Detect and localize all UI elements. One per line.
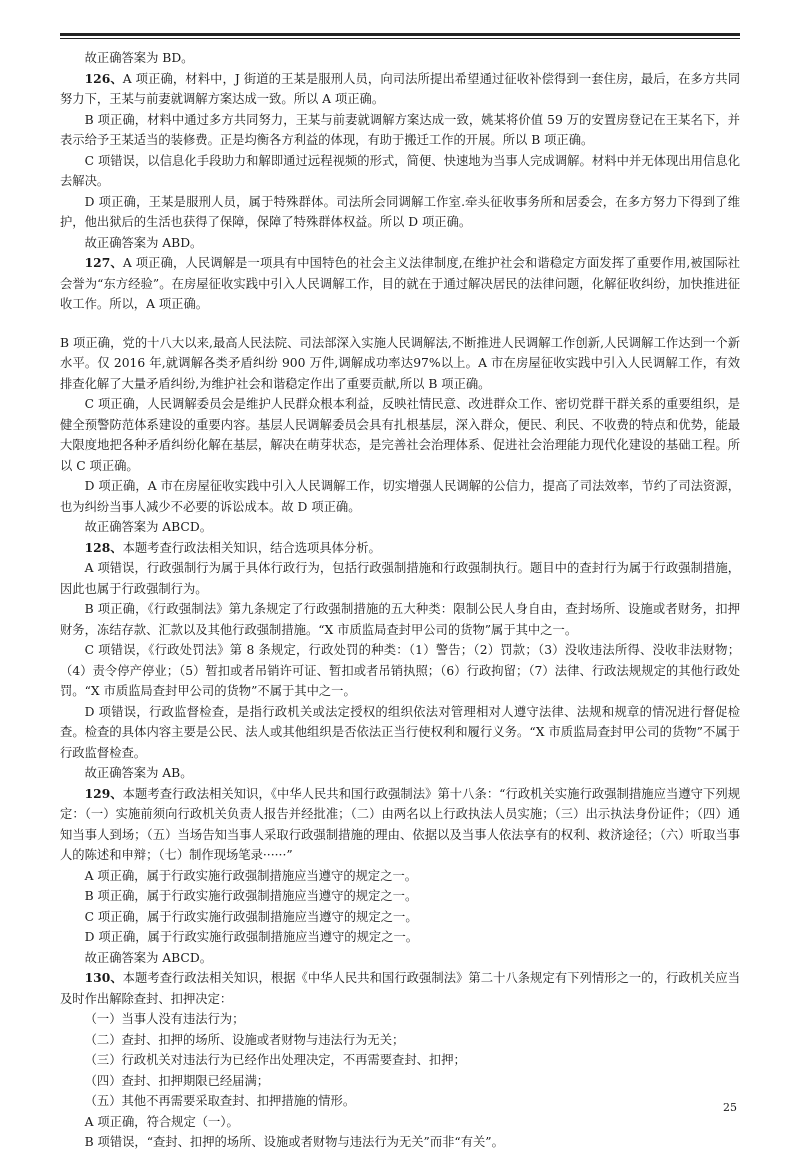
answer-explanations [60, 48, 740, 1153]
paragraph-text: D 项正确，属于行政实施行政强制措施应当遵守的规定之一。 [84, 930, 419, 944]
question-paragraph [60, 253, 740, 315]
paragraph-text: A 项正确，人民调解是一项具有中国特色的社会主义法律制度,在维护社会和谐稳定方面发挥了重要作用,被国际社会誉为“东方经验”。在房屋征收实践中引入人民调解工作，目的就在于通过解决居民的法律问题，化解征收纠纷，加快推进征收工作。所以，A 项正确。 [60, 256, 740, 311]
explanation-paragraph [60, 192, 740, 233]
explanation-paragraph [60, 866, 740, 887]
explanation-paragraph [60, 517, 740, 538]
explanation-paragraph [60, 599, 740, 640]
explanation-paragraph [60, 110, 740, 151]
paragraph-text: 故正确答案为 AB。 [84, 766, 193, 780]
explanation-paragraph [60, 1071, 740, 1092]
paragraph-text: A 项错误，行政强制行为属于具体行政行为，包括行政强制措施和行政强制执行。题目中的查封行为属于行政强制措施，因此也属于行政强制行为。 [60, 561, 740, 596]
explanation-paragraph [60, 907, 740, 928]
paragraph-text: B 项错误，“查封、扣押的场所、设施或者财物与违法行为无关”而非“有关”。 [84, 1135, 504, 1149]
paragraph-text: （五）其他不再需要采取查封、扣押措施的情形。 [84, 1094, 356, 1108]
paragraph-text: C 项错误，《行政处罚法》第 8 条规定，行政处罚的种类：（1）警告；（2）罚款；（3）没收违法所得、没收非法财物；（4）责令停产停业；（5）暂扣或者吊销许可证、暂扣或者吊销执照；（6）行政拘留；（7）法律、行政法规规定的其他行政处罚。“X 市质监局查封甲公司的货物”不属于其中之一。 [60, 643, 740, 698]
paragraph-text: 故正确答案为 BD。 [84, 51, 194, 65]
question-number: 127、 [84, 255, 123, 270]
paragraph-text: （一）当事人没有违法行为； [84, 1012, 245, 1026]
question-paragraph [60, 968, 740, 1009]
explanation-paragraph [60, 886, 740, 907]
paragraph-text: B 项正确，材料中通过多方共同努力，王某与前妻就调解方案达成一致，姚某将价值 59 万的安置房登记在王某名下，并表示给予王某适当的装修费。正是均衡各方利益的体现，有助于搬迁工作的开展。所以 B 项正确。 [60, 112, 740, 147]
paragraph-text: B 项正确，《行政强制法》第九条规定了行政强制措施的五大种类：限制公民人身自由，查封场所、设施或者财务，扣押财务，冻结存款、汇款以及其他行政强制措施。“X 市质监局查封甲公司的货物”属于其中之一。 [60, 602, 740, 637]
question-number: 130、 [84, 970, 123, 985]
header-rule-thin [60, 38, 740, 39]
explanation-paragraph [60, 558, 740, 599]
explanation-paragraph [60, 702, 740, 764]
paragraph-text: （四）查封、扣押期限已经届满； [84, 1073, 270, 1088]
explanation-paragraph [60, 927, 740, 948]
explanation-paragraph [60, 1030, 740, 1051]
paragraph-text: 故正确答案为 ABD。 [84, 235, 203, 250]
explanation-paragraph [60, 48, 740, 69]
explanation-paragraph [60, 1009, 740, 1030]
paragraph-text: A 项正确，属于行政实施行政强制措施应当遵守的规定之一。 [84, 868, 418, 883]
explanation-paragraph [60, 333, 740, 395]
explanation-paragraph [60, 1132, 740, 1153]
paragraph-text: D 项错误，行政监督检查，是指行政机关或法定授权的组织依法对管理相对人遵守法律、法规和规章的情况进行督促检查。检查的具体内容主要是公民、法人或其他组织是否依法正当行使权利和履行义务。“X 市质监局查封甲公司的货物”不属于行政监督检查。 [60, 704, 740, 760]
explanation-paragraph [60, 233, 740, 254]
paragraph-text: D 项正确，A 市在房屋征收实践中引入人民调解工作，切实增强人民调解的公信力，提高了司法效率，节约了司法资源，也为纠纷当事人减少不必要的诉讼成本。故 D 项正确。 [60, 479, 740, 514]
paragraph-text: B 项正确，党的十八大以来,最高人民法院、司法部深入实施人民调解法,不断推进人民调解工作创新,人民调解工作达到一个新水平。仅 2016 年,就调解各类矛盾纠纷 900 万件,调解成功率达97%以上。A 市在房屋征收实践中引入人民调解工作，有效排查化解了大量矛盾纠纷,为维护社会和谐稳定作出了重要贡献,所以 B 项正确。 [60, 335, 740, 391]
paragraph-text: C 项正确，属于行政实施行政强制措施应当遵守的规定之一。 [84, 909, 418, 924]
explanation-paragraph [60, 476, 740, 517]
question-number: 128、 [84, 539, 123, 555]
paragraph-text: （二）查封、扣押的场所、设施或者财物与违法行为无关； [84, 1032, 405, 1047]
page-number: 25 [723, 1101, 737, 1114]
explanation-paragraph [60, 1112, 740, 1133]
explanation-paragraph [60, 763, 740, 784]
question-paragraph [60, 784, 740, 866]
question-number: 129、 [84, 785, 123, 801]
explanation-paragraph [60, 948, 740, 969]
paragraph-text: C 项错误，以信息化手段助力和解即通过远程视频的形式，简便、快速地为当事人完成调解。材料中并无体现出用信息化去解决。 [60, 153, 740, 188]
question-number: 126、 [84, 70, 123, 86]
header-rule-thick [60, 33, 740, 36]
paragraph-text: 本题考查行政法相关知识，根据《中华人民共和国行政强制法》第二十八条规定有下列情形之一的，行政机关应当及时作出解除查封、扣押决定： [60, 971, 740, 1006]
section-gap [60, 315, 740, 333]
paragraph-text: 本题考查行政法相关知识，结合选项具体分析。 [122, 540, 381, 555]
paragraph-text: D 项正确，王某是服刑人员，属于特殊群体。司法所会同调解工作室.牵头征收事务所和居委会，在多方努力下得到了维护，他出狱后的生活也获得了保障，保障了特殊群体权益。所以 D 项正确。 [60, 194, 740, 229]
paragraph-text: C 项正确，人民调解委员会是维护人民群众根本利益，反映社情民意、改进群众工作、密切党群干群关系的重要组织，是健全预警防范体系建设的重要内容。基层人民调解委员会具有扎根基层，深入群众，便民、利民、不收费的特点和优势，能最大限度地把各种矛盾纠纷化解在基层，解决在萌芽状态，是完善社会治理体系、促进社会治理能力现代化建设的基础工程。所以 C 项正确。 [60, 397, 740, 473]
explanation-paragraph [60, 640, 740, 702]
paragraph-text: （三）行政机关对违法行为已经作出处理决定，不再需要查封、扣押； [84, 1053, 466, 1067]
question-paragraph [60, 69, 740, 110]
explanation-paragraph [60, 394, 740, 476]
paragraph-text: A 项正确，材料中，J 街道的王某是服刑人员，向司法所提出希望通过征收补偿得到一套住房，最后，在多方共同努力下，王某与前妻就调解方案达成一致。所以 A 项正确。 [60, 71, 740, 106]
paragraph-text: 本题考查行政法相关知识，《中华人民共和国行政强制法》第十八条：“行政机关实施行政强制措施应当遵守下列规定：（一）实施前须向行政机关负责人报告并经批准；（二）由两名以上行政执法人员实施；（三）出示执法身份证件；（四）通知当事人到场；（五）当场告知当事人采取行政强制措施的理由、依据以及当事人依法享有的权利、救济途径；（六）听取当事人的陈述和申辩；（七）制作现场笔录······” [60, 786, 740, 862]
explanation-paragraph [60, 1050, 740, 1071]
question-paragraph [60, 538, 740, 559]
explanation-paragraph [60, 1091, 740, 1112]
paragraph-text: A 项正确，符合规定（一）。 [84, 1114, 239, 1129]
paragraph-text: B 项正确，属于行政实施行政强制措施应当遵守的规定之一。 [84, 889, 418, 903]
explanation-paragraph [60, 151, 740, 192]
paragraph-text: 故正确答案为 ABCD。 [84, 520, 212, 534]
paragraph-text: 故正确答案为 ABCD。 [84, 950, 212, 965]
